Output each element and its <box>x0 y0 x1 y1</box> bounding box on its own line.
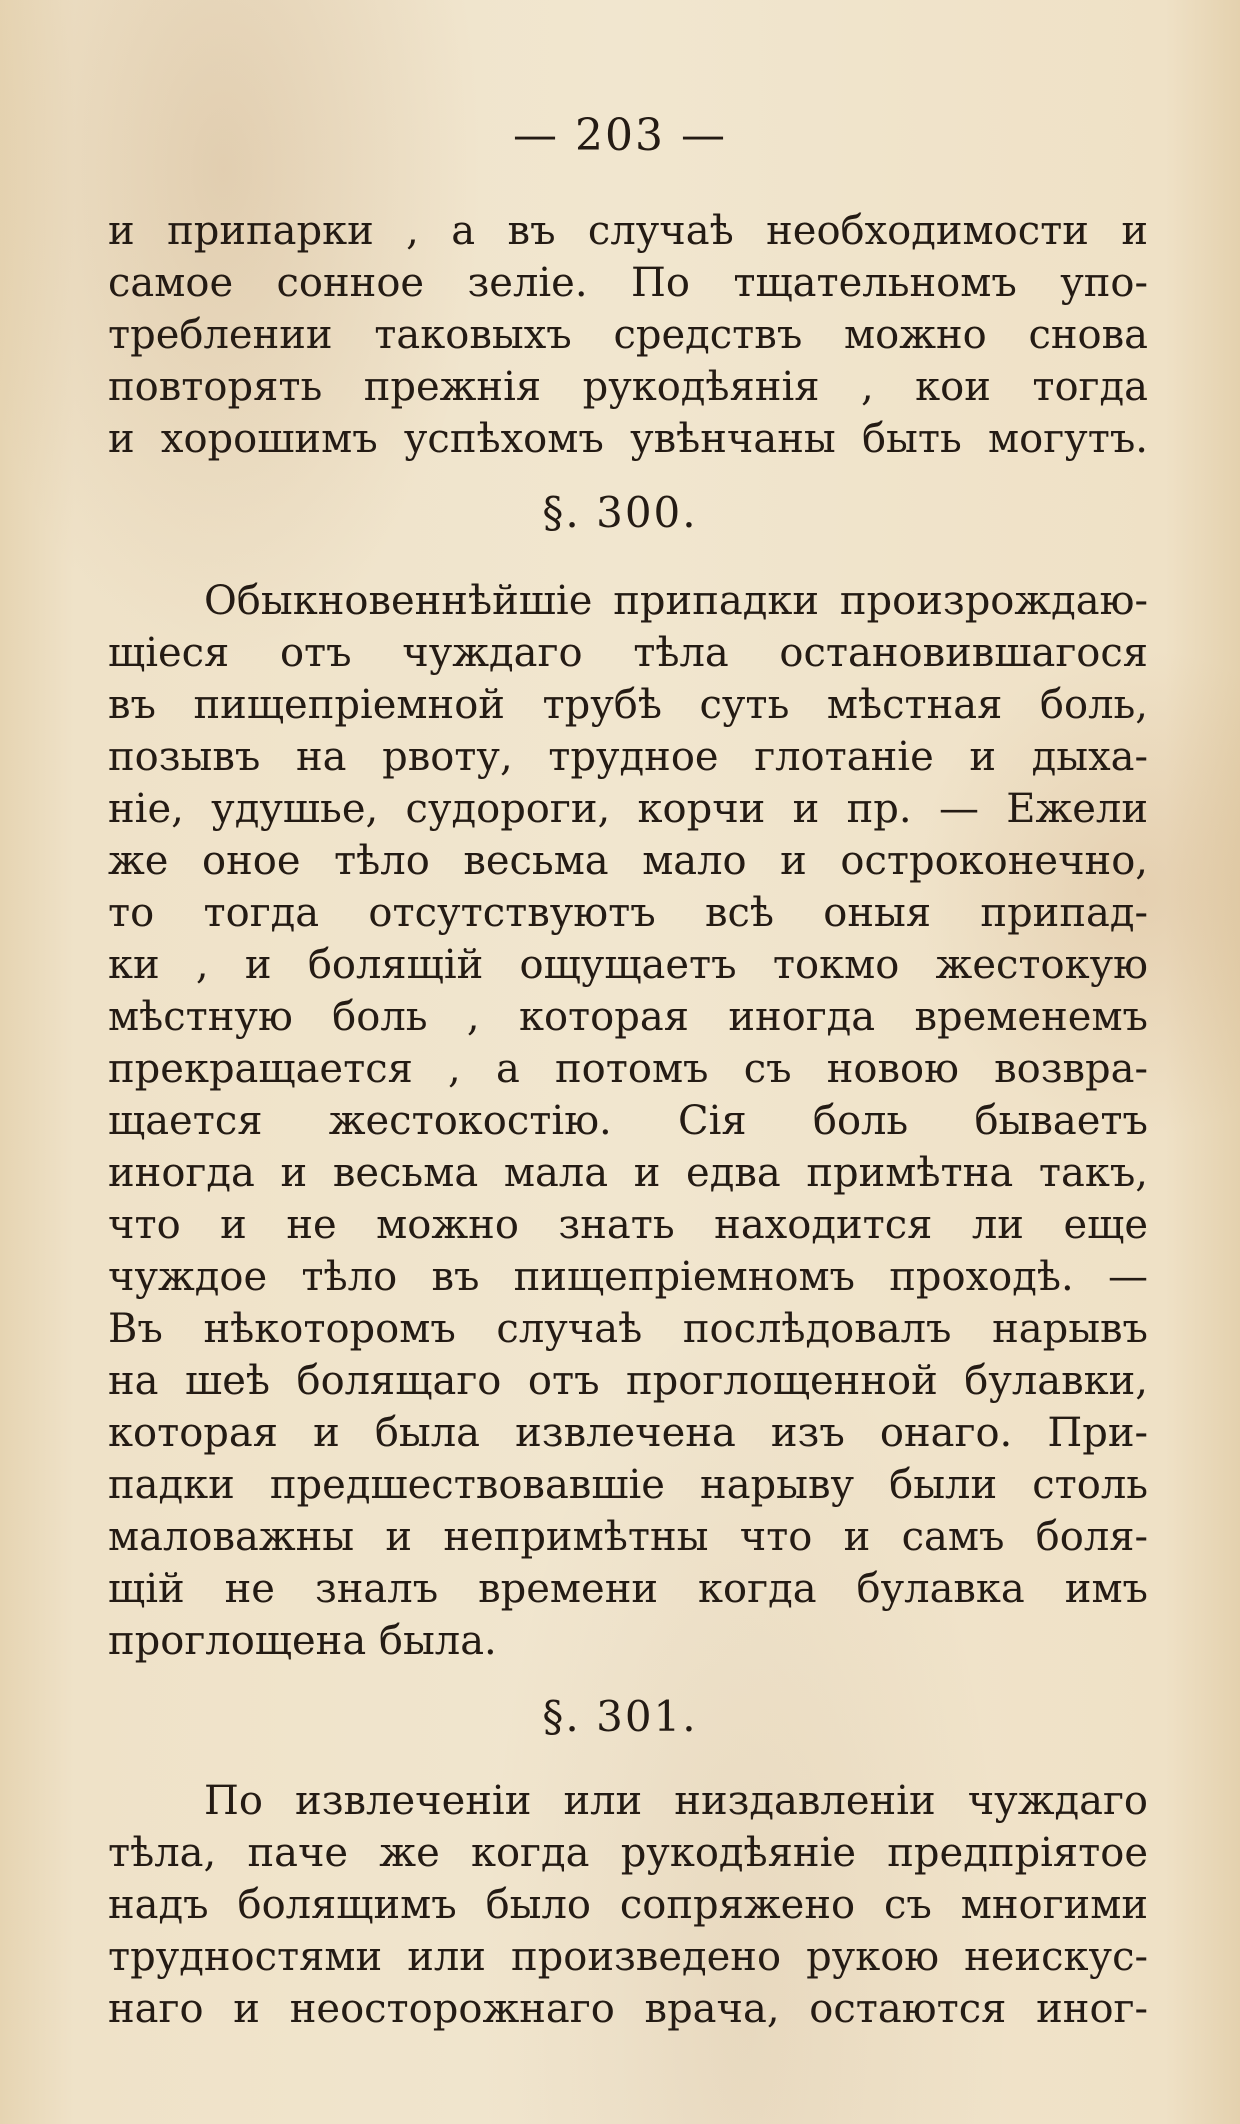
text-line: По извлеченіи или низдавленіи чуждаго <box>204 1778 1148 1824</box>
text-line: и припарки , а въ случаѣ необходимости и <box>108 208 1148 254</box>
text-line: маловажны и непримѣтны что и самъ боля- <box>108 1514 1148 1560</box>
section-301-title: §. 301. <box>542 1692 698 1741</box>
text-line: позывъ на рвоту, трудное глотаніе и дыха- <box>108 734 1148 780</box>
text-line: въ пищепріемной трубѣ суть мѣстная боль, <box>108 682 1148 728</box>
text-line: то тогда отсутствуютъ всѣ оныя припад- <box>108 890 1148 936</box>
page-number-header: — 203 — <box>513 110 727 161</box>
text-line: повторять прежнія рукодѣянія , кои тогда <box>108 364 1148 410</box>
text-line: трудностями или произведено рукою неискус- <box>108 1934 1148 1980</box>
text-line: что и не можно знать находится ли еще <box>108 1202 1148 1248</box>
text-line: прекращается , а потомъ съ новою возвра- <box>108 1046 1148 1092</box>
text-line: которая и была извлечена изъ онаго. При- <box>108 1410 1148 1456</box>
text-line: и хорошимъ успѣхомъ увѣнчаны быть могутъ. <box>108 416 1148 462</box>
text-line: ки , и болящій ощущаетъ токмо жестокую <box>108 942 1148 988</box>
text-line: надъ болящимъ было сопряжено съ многими <box>108 1882 1148 1928</box>
text-line: на шеѣ болящаго отъ проглощенной булавки, <box>108 1358 1148 1404</box>
text-line: же оное тѣло весьма мало и остроконечно, <box>108 838 1148 884</box>
text-line: щіеся отъ чуждаго тѣла остановившагося <box>108 630 1148 676</box>
text-line: проглощена была. <box>108 1618 497 1664</box>
text-line: самое сонное зеліе. По тщательномъ упо- <box>108 260 1148 306</box>
text-line: наго и неосторожнаго врача, остаются иног- <box>108 1986 1148 2032</box>
section-300-title: §. 300. <box>542 488 698 537</box>
text-line: иногда и весьма мала и едва примѣтна такъ, <box>108 1150 1148 1196</box>
text-line: ніе, удушье, судороги, корчи и пр. — Ежели <box>108 786 1148 832</box>
text-line: Обыкновеннѣйшіе припадки произрождаю- <box>204 578 1148 624</box>
text-line: мѣстную боль , которая иногда временемъ <box>108 994 1148 1040</box>
text-line: падки предшествовавшіе нарыву были столь <box>108 1462 1148 1508</box>
text-line: чуждое тѣло въ пищепріемномъ проходѣ. — <box>108 1254 1148 1300</box>
text-line: Въ нѣкоторомъ случаѣ послѣдовалъ нарывъ <box>108 1306 1148 1352</box>
text-line: треблении таковыхъ средствъ можно снова <box>108 312 1148 358</box>
text-line: щается жестокостію. Сія боль бываетъ <box>108 1098 1148 1144</box>
text-line: щій не зналъ времени когда булавка имъ <box>108 1566 1148 1612</box>
text-line: тѣла, паче же когда рукодѣяніе предпріятое <box>108 1830 1148 1876</box>
